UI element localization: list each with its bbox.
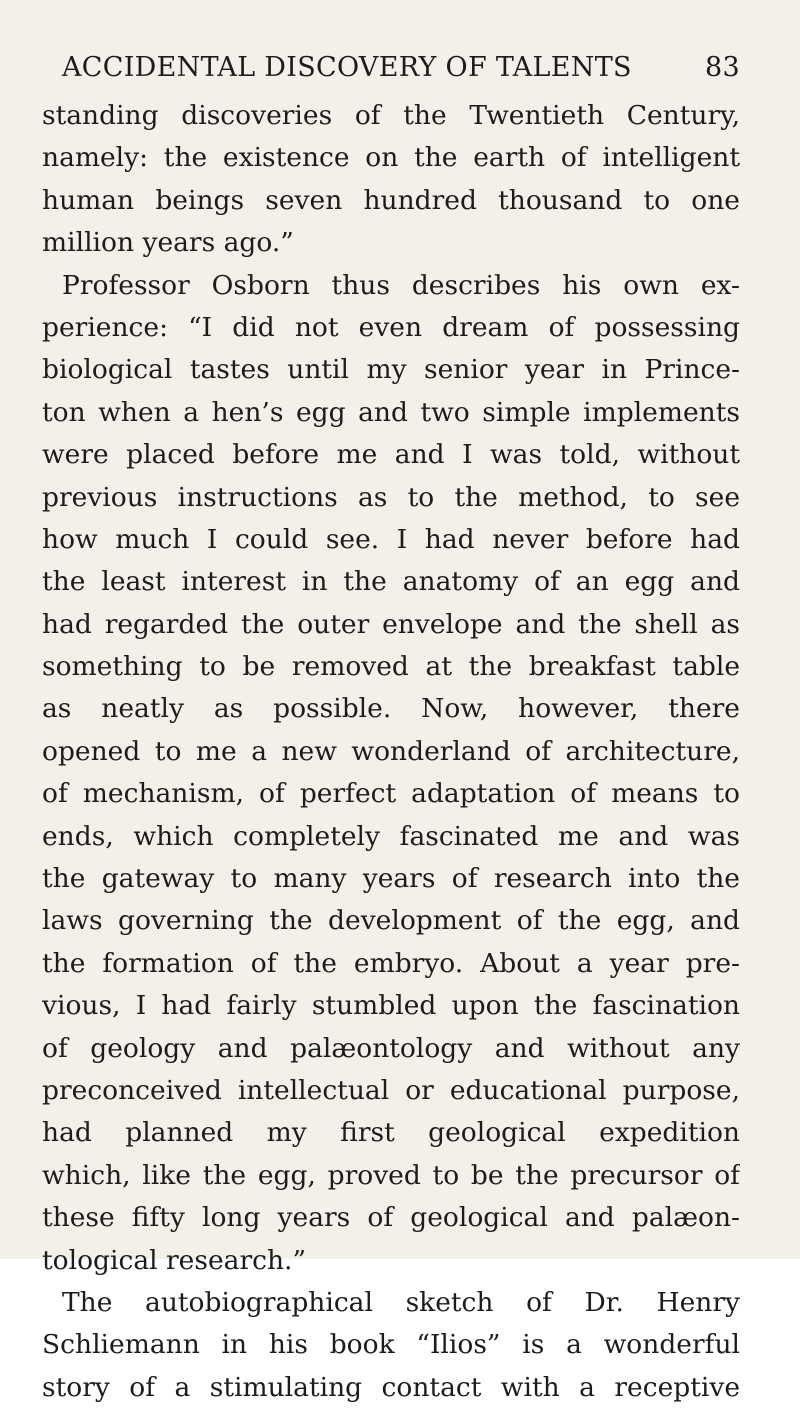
text-line: ton when a hen’s egg and two simple implements — [42, 396, 740, 428]
text-line: tological research.” — [42, 1244, 306, 1276]
text-line: these fifty long years of geological and palæon- — [42, 1202, 740, 1234]
text-line: ends, which completely fascinated me and was — [42, 820, 740, 852]
text-line: the least interest in the anatomy of an egg and — [42, 566, 740, 598]
text-line: million years ago.” — [42, 227, 294, 259]
text-line: Professor Osborn thus describes his own ex- — [62, 269, 740, 301]
running-header-title: ACCIDENTAL DISCOVERY OF TALENTS — [62, 52, 632, 83]
text-line: namely: the existence on the earth of intelligent — [42, 142, 740, 174]
text-line: had regarded the outer envelope and the shell as — [42, 608, 740, 640]
running-header — [62, 52, 740, 92]
page-number: 83 — [705, 52, 740, 83]
text-line: vious, I had fairly stumbled upon the fascination — [42, 990, 740, 1022]
text-line: opened to me a new wonderland of architecture, — [42, 735, 740, 767]
text-line: of mechanism, of perfect adaptation of means to — [42, 778, 740, 810]
text-line: biological tastes until my senior year in Prince- — [42, 354, 740, 386]
text-line: as neatly as possible. Now, however, there — [42, 693, 740, 725]
text-line: Schliemann in his book “Ilios” is a wonderful — [42, 1329, 740, 1361]
text-line: The autobiographical sketch of Dr. Henry — [62, 1286, 740, 1318]
text-line: had planned my first geological expedition — [42, 1117, 740, 1149]
text-line: the formation of the embryo. About a year pre- — [42, 947, 740, 979]
text-line: human beings seven hundred thousand to one — [42, 184, 740, 216]
text-line: the gateway to many years of research into the — [42, 863, 740, 895]
text-line: perience: “I did not even dream of possessing — [42, 311, 740, 343]
page-body-text — [42, 95, 740, 1409]
text-line: which, like the egg, proved to be the precursor of — [42, 1159, 740, 1191]
text-line: story of a stimulating contact with a receptive — [42, 1371, 740, 1403]
text-line: were placed before me and I was told, without — [42, 439, 740, 471]
text-line: how much I could see. I had never before had — [42, 523, 740, 555]
text-line: standing discoveries of the Twentieth Century, — [42, 100, 740, 131]
text-line: something to be removed at the breakfast table — [42, 651, 740, 683]
text-line: laws governing the development of the egg, and — [42, 905, 740, 937]
text-line: of geology and palæontology and without any — [42, 1032, 740, 1064]
text-line: previous instructions as to the method, to see — [42, 481, 740, 513]
text-line: preconceived intellectual or educational purpose, — [42, 1074, 740, 1106]
